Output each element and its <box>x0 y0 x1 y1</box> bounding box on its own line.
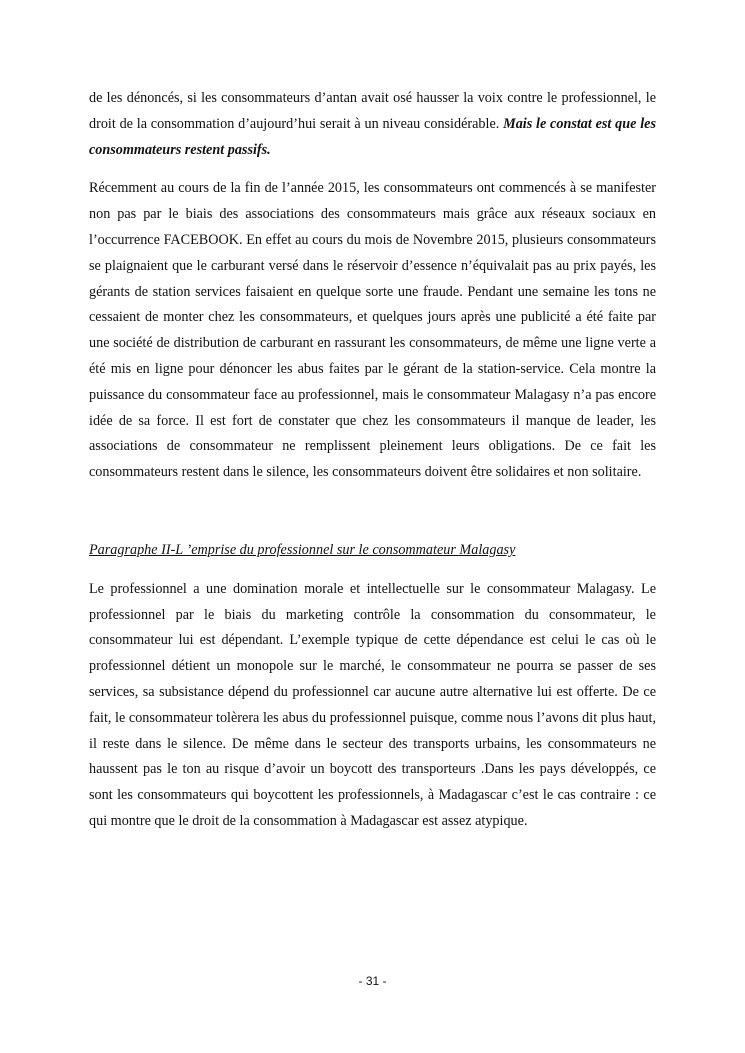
section-heading: Paragraphe II-L ’emprise du professionnel sur le consommateur Malagasy <box>89 541 516 558</box>
document-page <box>89 86 656 835</box>
paragraph-intro-text: de les dénoncés, si les consommateurs d’antan avait osé hausser la voix contre le professionnel, le droit de la consommation d’aujourd’hui serait à un niveau considérable. <box>89 90 656 132</box>
paragraph-intro <box>89 86 656 163</box>
paragraph-facebook-protest: Récemment au cours de la fin de l’année 2015, les consommateurs ont commencés à se manifester non pas par le biais des associations des consommateurs mais grâce aux réseaux sociaux en l’occurrence FACEBOOK. En effet au cours du mois de Novembre 2015, plusieurs consommateurs se plaignaient que le carburant versé dans le réservoir d’essence n’équivalait pas au prix payés, les gérants de station services faisaient en quelque sorte une fraude. Pendant une semaine les tons ne cessaient de monter chez les consommateurs, et quelques jours après une publicité a été faite par une société de distribution de carburant en rassurant les consommateurs, de même une ligne verte a été mis en ligne pour dénoncer les abus faites par le gérant de la station-service. Cela montre la puissance du consommateur face au professionnel, mais le consommateur Malagasy n’a pas encore idée de sa force. Il est fort de constater que chez les consommateurs il manque de leader, les associations de consommateur ne remplissent pleinement leurs obligations. De ce fait les consommateurs restent dans le silence, les consommateurs doivent être solidaires et non solitaire. <box>89 180 656 481</box>
paragraph-professional-domination: Le professionnel a une domination morale et intellectuelle sur le consommateur Malagasy. Le professionnel par le biais du marketing contrôle la consommation du consommateur, le consommateur lui est dépendant. L’exemple typique de cette dépendance est celui le cas où le professionnel détient un monopole sur le marché, le consommateur ne pourra se passer de ses services, sa subsistance dépend du professionnel car aucune autre alternative lui est offerte. De ce fait, le consommateur tolèrera les abus du professionnel puisque, comme nous l’avons dit plus haut, il reste dans le silence. De même dans le secteur des transports urbains, les consommateurs ne haussent pas le ton au risque d’avoir un boycott des transporteurs .Dans les pays développés, ce sont les consommateurs qui boycottent les professionnels, à Madagascar c’est le cas contraire : ce qui montre que le droit de la consommation à Madagascar est assez atypique. <box>89 580 656 829</box>
emphasis-statement: Mais le constat est que les consommateurs restent passifs. <box>89 115 656 158</box>
page-number: - 31 - <box>358 974 387 988</box>
